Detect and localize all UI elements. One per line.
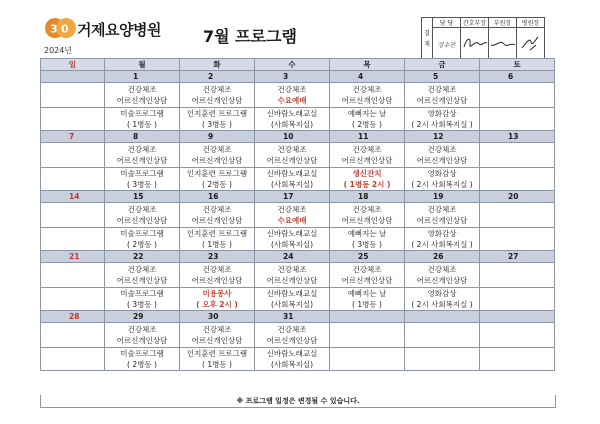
program-line: 건강체조 [277, 85, 307, 94]
date-cell: 20 [480, 191, 555, 203]
program-line: 건강체조 [427, 265, 457, 274]
date-cell: 5 [405, 71, 480, 83]
date-cell: 10 [255, 131, 330, 143]
afternoon-program-cell [105, 228, 180, 251]
date-cell: 6 [480, 71, 555, 83]
program-line: 수요예배 [277, 96, 307, 105]
afternoon-program-cell [480, 348, 555, 371]
afternoon-program-cell [330, 168, 405, 191]
program-line: 어르신개인상담 [191, 156, 243, 165]
date-cell: 1 [105, 71, 180, 83]
date-cell: 17 [255, 191, 330, 203]
afternoon-program-cell [405, 168, 480, 191]
year-label: 2024년 [44, 46, 73, 55]
date-cell: 27 [480, 251, 555, 263]
approval-role: 부원장 [489, 18, 517, 28]
afternoon-program-cell [105, 348, 180, 371]
morning-program-cell [105, 203, 180, 228]
morning-program-cell [41, 323, 105, 348]
date-cell: 23 [180, 251, 255, 263]
program-line: 영화감상 [427, 169, 457, 178]
handwritten-signature-icon [462, 33, 488, 53]
date-cell [330, 311, 405, 323]
program-line: 미용봉사 [202, 289, 232, 298]
program-line: ( 2병동 ) [127, 240, 157, 249]
date-cell: 12 [405, 131, 480, 143]
program-line: 건강체조 [277, 265, 307, 274]
program-line: 인지훈련 프로그램 [186, 229, 248, 238]
afternoon-program-cell [330, 228, 405, 251]
date-cell: 2 [180, 71, 255, 83]
program-line: 어르신개인상담 [341, 96, 393, 105]
program-line: 어르신개인상담 [266, 336, 318, 345]
program-line: 어르신개인상담 [191, 216, 243, 225]
approval-signature [517, 28, 545, 61]
date-cell: 11 [330, 131, 405, 143]
program-line: ( 3병동 ) [127, 300, 157, 309]
program-line: (사회복지실) [270, 120, 314, 129]
date-cell: 3 [255, 71, 330, 83]
program-line: 미술프로그램 [120, 349, 164, 358]
afternoon-program-cell [41, 228, 105, 251]
program-line: 미술프로그램 [120, 169, 164, 178]
program-line: ( 3병동 ) [202, 120, 232, 129]
program-line: 미술프로그램 [120, 229, 164, 238]
afternoon-program-cell [255, 228, 330, 251]
morning-program-cell [41, 143, 105, 168]
program-line: 건강체조 [127, 85, 157, 94]
date-cell: 18 [330, 191, 405, 203]
program-line: ( 1병동 ) [127, 120, 157, 129]
afternoon-program-cell [255, 168, 330, 191]
morning-program-cell [480, 263, 555, 288]
program-line: 어르신개인상담 [116, 156, 168, 165]
program-line: 예뻐지는 날 [347, 289, 387, 298]
morning-program-cell [180, 143, 255, 168]
program-line: 어르신개인상담 [266, 276, 318, 285]
afternoon-program-cell [405, 348, 480, 371]
date-cell: 4 [330, 71, 405, 83]
date-cell [41, 71, 105, 83]
date-cell: 14 [41, 191, 105, 203]
afternoon-program-cell [480, 168, 555, 191]
program-line: ( 1병동 ) [352, 300, 382, 309]
date-cell: 13 [480, 131, 555, 143]
program-line: 건강체조 [277, 325, 307, 334]
program-line: 인지훈련 프로그램 [186, 169, 248, 178]
morning-program-cell [180, 323, 255, 348]
morning-program-cell [41, 263, 105, 288]
program-line: 신바람노래교실 [266, 169, 318, 178]
morning-program-cell [255, 83, 330, 108]
date-cell [405, 311, 480, 323]
weekday-header: 금 [405, 59, 480, 71]
weekday-header: 수 [255, 59, 330, 71]
morning-program-cell [405, 143, 480, 168]
program-line: 어르신개인상담 [416, 96, 468, 105]
program-line: 미술프로그램 [120, 109, 164, 118]
program-line: 어르신개인상담 [416, 156, 468, 165]
program-line: 신바람노래교실 [266, 109, 318, 118]
afternoon-program-cell [330, 108, 405, 131]
program-line: 신바람노래교실 [266, 289, 318, 298]
afternoon-program-cell [405, 288, 480, 311]
program-line: 어르신개인상담 [341, 156, 393, 165]
program-line: 건강체조 [352, 85, 382, 94]
program-line: 어르신개인상담 [266, 156, 318, 165]
program-line: 인지훈련 프로그램 [186, 349, 248, 358]
program-line: 건강체조 [202, 265, 232, 274]
program-line: 생신잔치 [352, 169, 382, 178]
program-line: ( 3병동 ) [127, 180, 157, 189]
afternoon-program-cell [41, 288, 105, 311]
program-line: 예뻐지는 날 [347, 229, 387, 238]
program-line: 수요예배 [277, 216, 307, 225]
afternoon-program-cell [405, 228, 480, 251]
program-line: ( 2시 사회복지실 ) [411, 300, 473, 309]
afternoon-program-cell [480, 288, 555, 311]
afternoon-program-cell [480, 228, 555, 251]
morning-program-cell [330, 323, 405, 348]
afternoon-program-cell [255, 348, 330, 371]
afternoon-program-cell [180, 168, 255, 191]
approval-role: 담 당 [433, 18, 461, 28]
approval-side-label: 결재 [422, 18, 433, 61]
program-line: 어르신개인상담 [116, 96, 168, 105]
afternoon-program-cell [255, 108, 330, 131]
program-line: 어르신개인상담 [341, 216, 393, 225]
program-line: 건강체조 [277, 145, 307, 154]
morning-program-cell [105, 323, 180, 348]
morning-program-cell [255, 143, 330, 168]
program-line: 건강체조 [352, 205, 382, 214]
program-line: 신바람노래교실 [266, 349, 318, 358]
program-line: ( 1병동 ) [202, 240, 232, 249]
program-line: 건강체조 [202, 145, 232, 154]
program-line: 영화감상 [427, 289, 457, 298]
program-line: 어르신개인상담 [116, 336, 168, 345]
program-line: 신바람노래교실 [266, 229, 318, 238]
program-line: ( 2병동 ) [202, 180, 232, 189]
program-line: 건강체조 [427, 145, 457, 154]
morning-program-cell [41, 203, 105, 228]
date-cell: 16 [180, 191, 255, 203]
date-cell: 31 [255, 311, 330, 323]
date-cell: 29 [105, 311, 180, 323]
date-cell [480, 311, 555, 323]
afternoon-program-cell [105, 168, 180, 191]
morning-program-cell [480, 83, 555, 108]
weekday-header: 일 [41, 59, 105, 71]
program-line: 어르신개인상담 [341, 276, 393, 285]
program-line: 건강체조 [277, 205, 307, 214]
morning-program-cell [480, 323, 555, 348]
program-line: ( 2시 사회복지실 ) [411, 180, 473, 189]
date-cell: 28 [41, 311, 105, 323]
morning-program-cell [405, 83, 480, 108]
afternoon-program-cell [330, 288, 405, 311]
program-line: 건강체조 [127, 205, 157, 214]
date-cell: 9 [180, 131, 255, 143]
program-line: 건강체조 [127, 325, 157, 334]
program-line: (사회복지실) [270, 240, 314, 249]
program-line: ( 2시 사회복지실 ) [411, 240, 473, 249]
program-line: 어르신개인상담 [116, 216, 168, 225]
date-cell: 7 [41, 131, 105, 143]
date-cell: 21 [41, 251, 105, 263]
morning-program-cell [255, 263, 330, 288]
svg-text:0: 0 [61, 22, 69, 36]
morning-program-cell [480, 203, 555, 228]
afternoon-program-cell [480, 108, 555, 131]
program-line: (사회복지실) [270, 300, 314, 309]
program-line: 건강체조 [352, 145, 382, 154]
program-line: 건강체조 [202, 85, 232, 94]
morning-program-cell [405, 323, 480, 348]
morning-program-cell [105, 83, 180, 108]
date-cell: 15 [105, 191, 180, 203]
afternoon-program-cell [180, 288, 255, 311]
weekday-header: 토 [480, 59, 555, 71]
handwritten-signature-icon [490, 33, 516, 53]
program-line: 건강체조 [352, 265, 382, 274]
afternoon-program-cell [180, 228, 255, 251]
program-calendar [40, 58, 555, 371]
date-cell: 22 [105, 251, 180, 263]
morning-program-cell [255, 323, 330, 348]
afternoon-program-cell [330, 348, 405, 371]
program-line: 건강체조 [202, 325, 232, 334]
program-line: (사회복지실) [270, 360, 314, 369]
program-line: ( 2병동 ) [352, 120, 382, 129]
program-line: 인지훈련 프로그램 [186, 109, 248, 118]
date-cell: 8 [105, 131, 180, 143]
program-line: 영화감상 [427, 109, 457, 118]
program-line: 미술프로그램 [120, 289, 164, 298]
date-cell: 25 [330, 251, 405, 263]
afternoon-program-cell [105, 108, 180, 131]
handwritten-signature-icon [518, 33, 544, 53]
morning-program-cell [180, 203, 255, 228]
program-line: 어르신개인상담 [191, 276, 243, 285]
program-line: ( 1병동 ) [202, 360, 232, 369]
program-line: ( 오후 2시 ) [196, 300, 238, 309]
morning-program-cell [480, 143, 555, 168]
page-title: 7월 프로그램 [203, 27, 297, 46]
program-line: 건강체조 [127, 265, 157, 274]
program-line: ( 1병동 2시 ) [343, 180, 391, 189]
approval-signature [461, 28, 489, 61]
weekday-header: 목 [330, 59, 405, 71]
morning-program-cell [330, 263, 405, 288]
program-line: 건강체조 [427, 85, 457, 94]
approval-role: 간호부장 [461, 18, 489, 28]
program-line: ( 2시 사회복지실 ) [411, 120, 473, 129]
morning-program-cell [330, 203, 405, 228]
program-line: 예뻐지는 날 [347, 109, 387, 118]
afternoon-program-cell [41, 348, 105, 371]
afternoon-program-cell [255, 288, 330, 311]
morning-program-cell [330, 83, 405, 108]
approval-box [421, 17, 545, 61]
program-line: 어르신개인상담 [191, 336, 243, 345]
morning-program-cell [405, 263, 480, 288]
weekday-header: 월 [105, 59, 180, 71]
afternoon-program-cell [105, 288, 180, 311]
morning-program-cell [330, 143, 405, 168]
morning-program-cell [255, 203, 330, 228]
svg-text:3: 3 [50, 22, 58, 36]
program-line: 어르신개인상담 [416, 276, 468, 285]
approval-signature: 강수진 [433, 28, 461, 61]
program-line: 건강체조 [127, 145, 157, 154]
date-cell: 26 [405, 251, 480, 263]
program-line: 어르신개인상담 [116, 276, 168, 285]
approval-role: 병원장 [517, 18, 545, 28]
program-line: ( 2병동 ) [127, 360, 157, 369]
program-line: 어르신개인상담 [191, 96, 243, 105]
afternoon-program-cell [180, 108, 255, 131]
morning-program-cell [180, 83, 255, 108]
hospital-name: 거제요양병원 [77, 21, 161, 39]
afternoon-program-cell [405, 108, 480, 131]
program-line: ( 3병동 ) [352, 240, 382, 249]
schedule-change-notice: ※ 프로그램 일정은 변경될 수 있습니다. [40, 395, 556, 408]
morning-program-cell [105, 263, 180, 288]
weekday-header: 화 [180, 59, 255, 71]
program-line: 어르신개인상담 [416, 216, 468, 225]
afternoon-program-cell [180, 348, 255, 371]
date-cell: 24 [255, 251, 330, 263]
morning-program-cell [41, 83, 105, 108]
afternoon-program-cell [41, 108, 105, 131]
program-line: 건강체조 [427, 205, 457, 214]
program-line: (사회복지실) [270, 180, 314, 189]
program-line: 건강체조 [202, 205, 232, 214]
date-cell: 19 [405, 191, 480, 203]
date-cell: 30 [180, 311, 255, 323]
morning-program-cell [105, 143, 180, 168]
afternoon-program-cell [41, 168, 105, 191]
program-line: 영화감상 [427, 229, 457, 238]
morning-program-cell [405, 203, 480, 228]
approval-signature [489, 28, 517, 61]
morning-program-cell [180, 263, 255, 288]
